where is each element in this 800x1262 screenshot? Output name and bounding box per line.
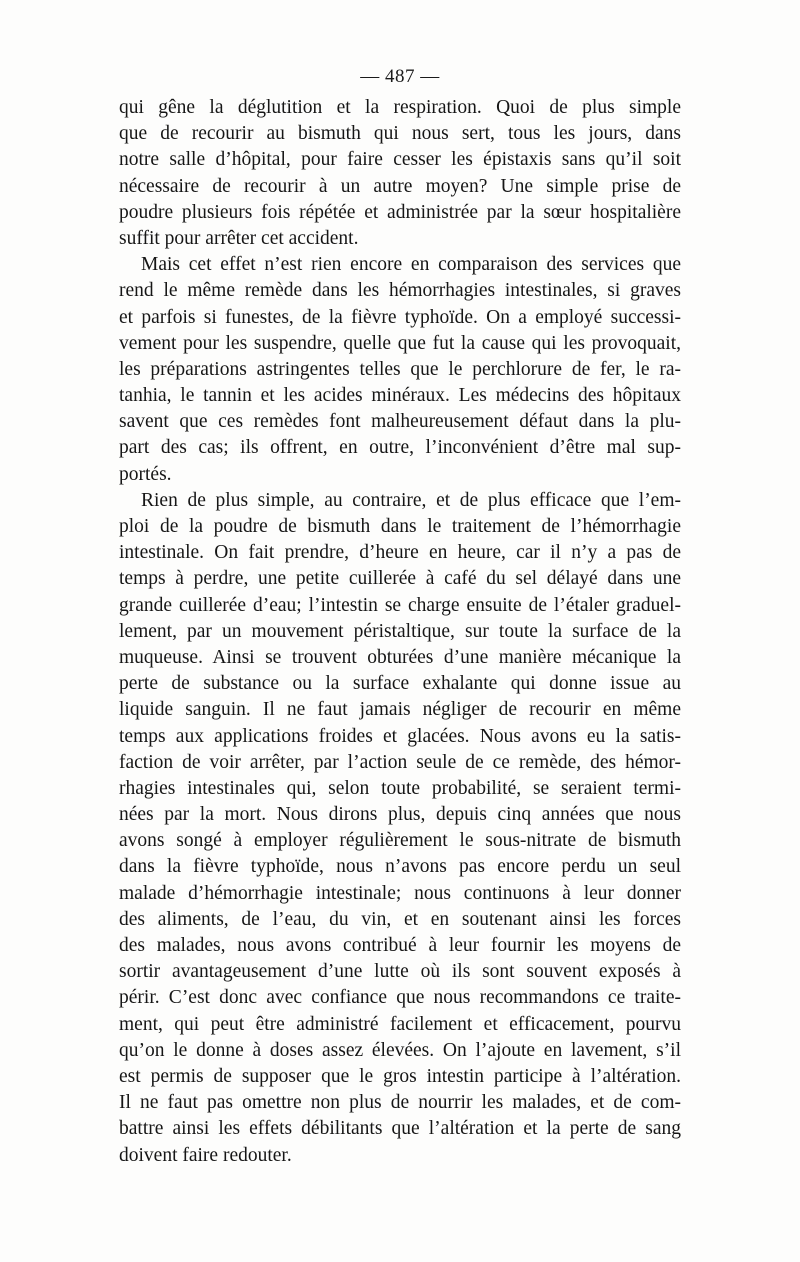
text-line: temps aux applications froides et glacées. Nous avons eu la satis-: [119, 725, 681, 747]
text-line: ploi de la poudre de bismuth dans le traitement de l’hémorrhagie: [119, 516, 681, 537]
text-line: faction de voir arrêter, par l’action seule de ce remède, des hémor-: [119, 751, 681, 773]
text-line: savent que ces remèdes font malheureusement défaut dans la plu-: [119, 411, 681, 433]
text-line: Mais cet effet n’est rien encore en comparaison des services que: [141, 254, 681, 276]
text-line: notre salle d’hôpital, pour faire cesser les épistaxis sans qu’il soit: [119, 149, 681, 171]
text-line: grande cuillerée d’eau; l’intestin se charge ensuite de l’étaler graduel-: [119, 594, 681, 616]
text-line: des malades, nous avons contribué à leur fournir les moyens de: [119, 935, 681, 956]
text-line: intestinale. On fait prendre, d’heure en heure, car il n’y a pas de: [119, 542, 681, 564]
text-line: les préparations astringentes telles que le perchlorure de fer, le ra-: [119, 358, 681, 380]
text-line: des aliments, de l’eau, du vin, et en soutenant ainsi les forces: [119, 908, 681, 930]
text-line: qu’on le donne à doses assez élevées. On l’ajoute en lavement, s’il: [119, 1039, 681, 1061]
text-line: part des cas; ils offrent, en outre, l’inconvénient d’être mal sup-: [119, 437, 681, 459]
text-line: qui gêne la déglutition et la respiration. Quoi de plus simple: [119, 97, 681, 118]
text-line: rhagies intestinales qui, selon toute probabilité, se seraient termi-: [119, 777, 681, 799]
text-line: muqueuse. Ainsi se trouvent obturées d’une manière mécanique la: [119, 646, 681, 668]
text-line: périr. C’est donc avec confiance que nous recommandons ce traite-: [119, 987, 681, 1009]
text-line: dans la fièvre typhoïde, nous n’avons pas encore perdu un seul: [119, 856, 681, 878]
text-line: est permis de supposer que le gros intestin participe à l’altération.: [119, 1065, 681, 1087]
text-line: rend le même remède dans les hémorrhagies intestinales, si graves: [119, 280, 681, 302]
text-line: liquide sanguin. Il ne faut jamais négliger de recourir en même: [119, 699, 681, 721]
text-line: nécessaire de recourir à un autre moyen? Une simple prise de: [119, 175, 681, 197]
text-line: nées par la mort. Nous dirons plus, depuis cinq années que nous: [119, 804, 681, 826]
text-line: malade d’hémorrhagie intestinale; nous continuons à leur donner: [119, 882, 681, 904]
text-line: doivent faire redouter.: [119, 1144, 292, 1166]
text-line: lement, par un mouvement péristaltique, sur toute la surface de la: [119, 620, 681, 642]
text-line: tanhia, le tannin et les acides minéraux. Les médecins des hôpitaux: [119, 385, 681, 407]
text-line: avons songé à employer régulièrement le sous-nitrate de bismuth: [119, 830, 681, 852]
text-line: sortir avantageusement d’une lutte où ils sont souvent exposés à: [119, 961, 681, 983]
text-line: Rien de plus simple, au contraire, et de plus efficace que l’em-: [141, 489, 681, 511]
text-line: portés.: [119, 463, 172, 485]
text-line: poudre plusieurs fois répétée et administrée par la sœur hospitalière: [119, 201, 681, 223]
text-line: que de recourir au bismuth qui nous sert, tous les jours, dans: [119, 123, 681, 145]
text-line: ment, qui peut être administré facilement et efficacement, pourvu: [119, 1013, 681, 1035]
text-line: et parfois si funestes, de la fièvre typhoïde. On a employé successi-: [119, 306, 681, 328]
text-line: suffit pour arrêter cet accident.: [119, 227, 359, 249]
text-line: temps à perdre, une petite cuillerée à café du sel délayé dans une: [119, 568, 681, 590]
text-line: vement pour les suspendre, quelle que fut la cause qui les provoquait,: [119, 332, 681, 354]
page-number: — 487 —: [360, 66, 440, 87]
text-line: perte de substance ou la surface exhalante qui donne issue au: [119, 673, 681, 695]
text-line: Il ne faut pas omettre non plus de nourrir les malades, et de com-: [119, 1092, 681, 1114]
body-text: [119, 95, 681, 1169]
text-line: battre ainsi les effets débilitants que l’altération et la perte de sang: [119, 1118, 681, 1140]
